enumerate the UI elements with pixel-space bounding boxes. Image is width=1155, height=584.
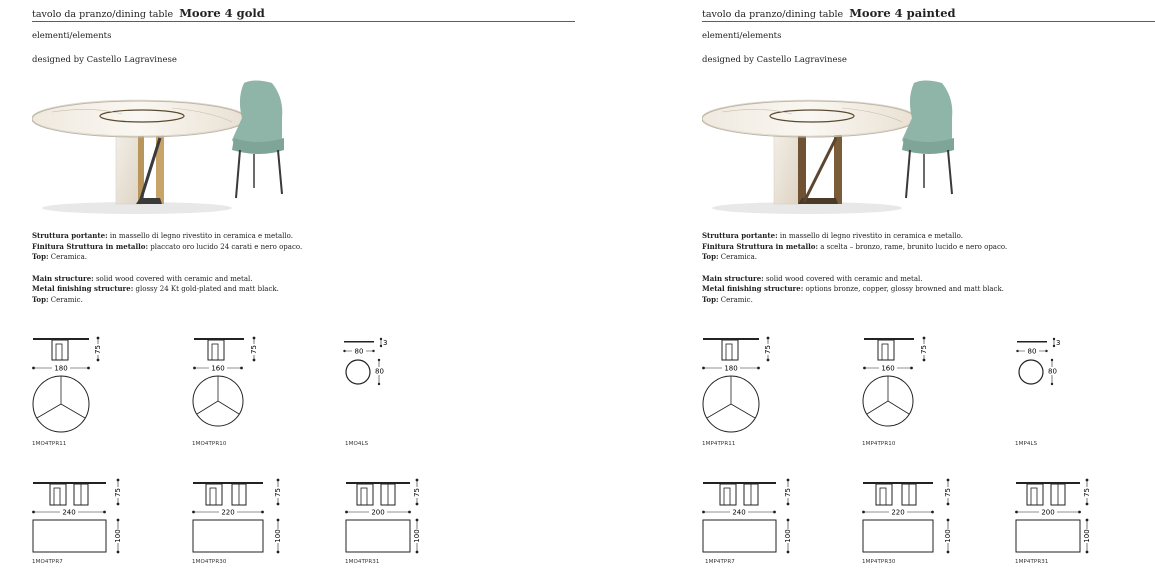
it-structure-label: Struttura portante: <box>32 231 108 240</box>
product-code: 1MP4LS <box>1015 441 1038 447</box>
en-structure-label: Main structure: <box>32 273 94 283</box>
model-name: Moore 4 painted <box>849 6 956 20</box>
dim-width: 80 <box>354 347 364 356</box>
drawing-rect-220 <box>192 478 292 558</box>
dim-width: 200 <box>371 508 385 517</box>
dim-width: 220 <box>891 508 905 517</box>
drawing-round-160 <box>192 334 267 434</box>
dim-height: 75 <box>944 488 952 497</box>
it-structure-label: Struttura portante: <box>702 231 778 240</box>
product-photo <box>32 78 312 218</box>
panel-header <box>32 6 265 20</box>
product-code: 1MP4TPR30 <box>862 559 896 565</box>
product-code: 1MO4TPR11 <box>32 441 67 447</box>
en-top-text: Ceramic. <box>718 295 753 304</box>
dim-depth: 100 <box>413 529 421 543</box>
dim-diameter: 80 <box>1048 367 1057 376</box>
it-finish-label: Finitura Struttura in metallo: <box>702 241 819 251</box>
dim-height: 75 <box>250 345 258 354</box>
drawing-rect-200 <box>1015 478 1115 558</box>
product-code: 1MP4TPR31 <box>1015 559 1049 565</box>
header-prefix: tavolo da pranzo/dining table <box>702 9 844 20</box>
model-name: Moore 4 gold <box>179 6 265 20</box>
dim-thickness: 3 <box>383 339 388 347</box>
description <box>702 231 1155 306</box>
drawing-lazy-susan <box>342 336 402 391</box>
drawing-rect-200 <box>345 478 445 558</box>
dim-width: 160 <box>881 364 895 373</box>
dim-height: 75 <box>274 488 282 497</box>
drawing-rect-240 <box>702 478 802 558</box>
en-structure-text: solid wood covered with ceramic and metal. <box>763 274 923 283</box>
it-top-text: Ceramica. <box>48 253 88 262</box>
en-top-label: Top: <box>32 294 49 304</box>
product-code: 1MO4TPR10 <box>192 441 227 447</box>
product-code: 1MO4LS <box>345 441 369 447</box>
dim-depth: 100 <box>944 529 952 543</box>
product-code: 1MP4TPR10 <box>862 441 896 447</box>
dim-width: 180 <box>54 364 68 373</box>
product-code: 1MO4TPR7 <box>32 559 63 565</box>
en-structure-label: Main structure: <box>702 273 764 283</box>
dim-height: 75 <box>920 345 928 354</box>
header-rule <box>32 21 575 22</box>
drawing-rect-220 <box>862 478 962 558</box>
dim-depth: 100 <box>114 529 122 543</box>
dim-width: 200 <box>1041 508 1055 517</box>
elements-label: elementi/elements <box>702 31 782 41</box>
it-top-label: Top: <box>702 252 719 262</box>
dim-thickness: 3 <box>1056 339 1061 347</box>
drawing-round-180 <box>32 334 107 434</box>
it-finish-text: a scelta – bronzo, rame, brunito lucido e nero opaco. <box>818 242 1008 251</box>
dim-height: 75 <box>1083 488 1091 497</box>
it-structure-text: in massello di legno rivestito in ceramica e metallo. <box>107 232 293 240</box>
designer-credit: designed by Castello Lagravinese <box>702 55 847 65</box>
product-code: 1MO4TPR30 <box>192 559 227 565</box>
dim-depth: 100 <box>274 529 282 543</box>
product-code: 1MO4TPR31 <box>345 559 380 565</box>
dim-depth: 100 <box>1083 529 1091 543</box>
dim-width: 240 <box>732 508 746 517</box>
it-finish-text: placcato oro lucido 24 carati e nero opaco. <box>148 242 303 251</box>
drawing-round-160 <box>862 334 937 434</box>
en-finish-text: glossy 24 Kt gold-plated and matt black. <box>133 285 279 294</box>
dim-width: 180 <box>724 364 738 373</box>
it-finish-label: Finitura Struttura in metallo: <box>32 241 149 251</box>
elements-label: elementi/elements <box>32 31 112 41</box>
dim-height: 75 <box>764 345 772 354</box>
it-top-text: Ceramica. <box>718 253 758 262</box>
dim-height: 75 <box>114 488 122 497</box>
en-finish-label: Metal finishing structure: <box>32 284 134 294</box>
dim-height: 75 <box>784 488 792 497</box>
en-finish-label: Metal finishing structure: <box>702 284 804 294</box>
dim-width: 160 <box>211 364 225 373</box>
description <box>32 231 572 306</box>
en-top-label: Top: <box>702 294 719 304</box>
catalog-panel-gold <box>32 0 577 584</box>
drawing-lazy-susan <box>1015 336 1075 391</box>
designer-credit: designed by Castello Lagravinese <box>32 55 177 65</box>
en-top-text: Ceramic. <box>48 295 83 304</box>
dim-width: 220 <box>221 508 235 517</box>
dim-height: 75 <box>413 488 421 497</box>
dim-depth: 100 <box>784 529 792 543</box>
catalog-panel-painted <box>702 0 1155 584</box>
dim-width: 80 <box>1027 347 1037 356</box>
en-structure-text: solid wood covered with ceramic and metal. <box>93 274 253 283</box>
product-photo <box>702 78 982 218</box>
dim-width: 240 <box>62 508 76 517</box>
dim-height: 75 <box>94 345 102 354</box>
it-top-label: Top: <box>32 252 49 262</box>
en-finish-text: options bronze, copper, glossy browned and matt black. <box>803 285 1004 294</box>
panel-header <box>702 6 956 20</box>
drawing-round-180 <box>702 334 777 434</box>
drawing-rect-240 <box>32 478 132 558</box>
product-code: 1MP4TPR11 <box>702 441 736 447</box>
dim-diameter: 80 <box>375 367 384 376</box>
product-code: 1MP4TPR7 <box>705 559 735 565</box>
it-structure-text: in massello di legno rivestito in ceramica e metallo. <box>777 232 963 240</box>
header-rule <box>702 21 1155 22</box>
header-prefix: tavolo da pranzo/dining table <box>32 9 174 20</box>
